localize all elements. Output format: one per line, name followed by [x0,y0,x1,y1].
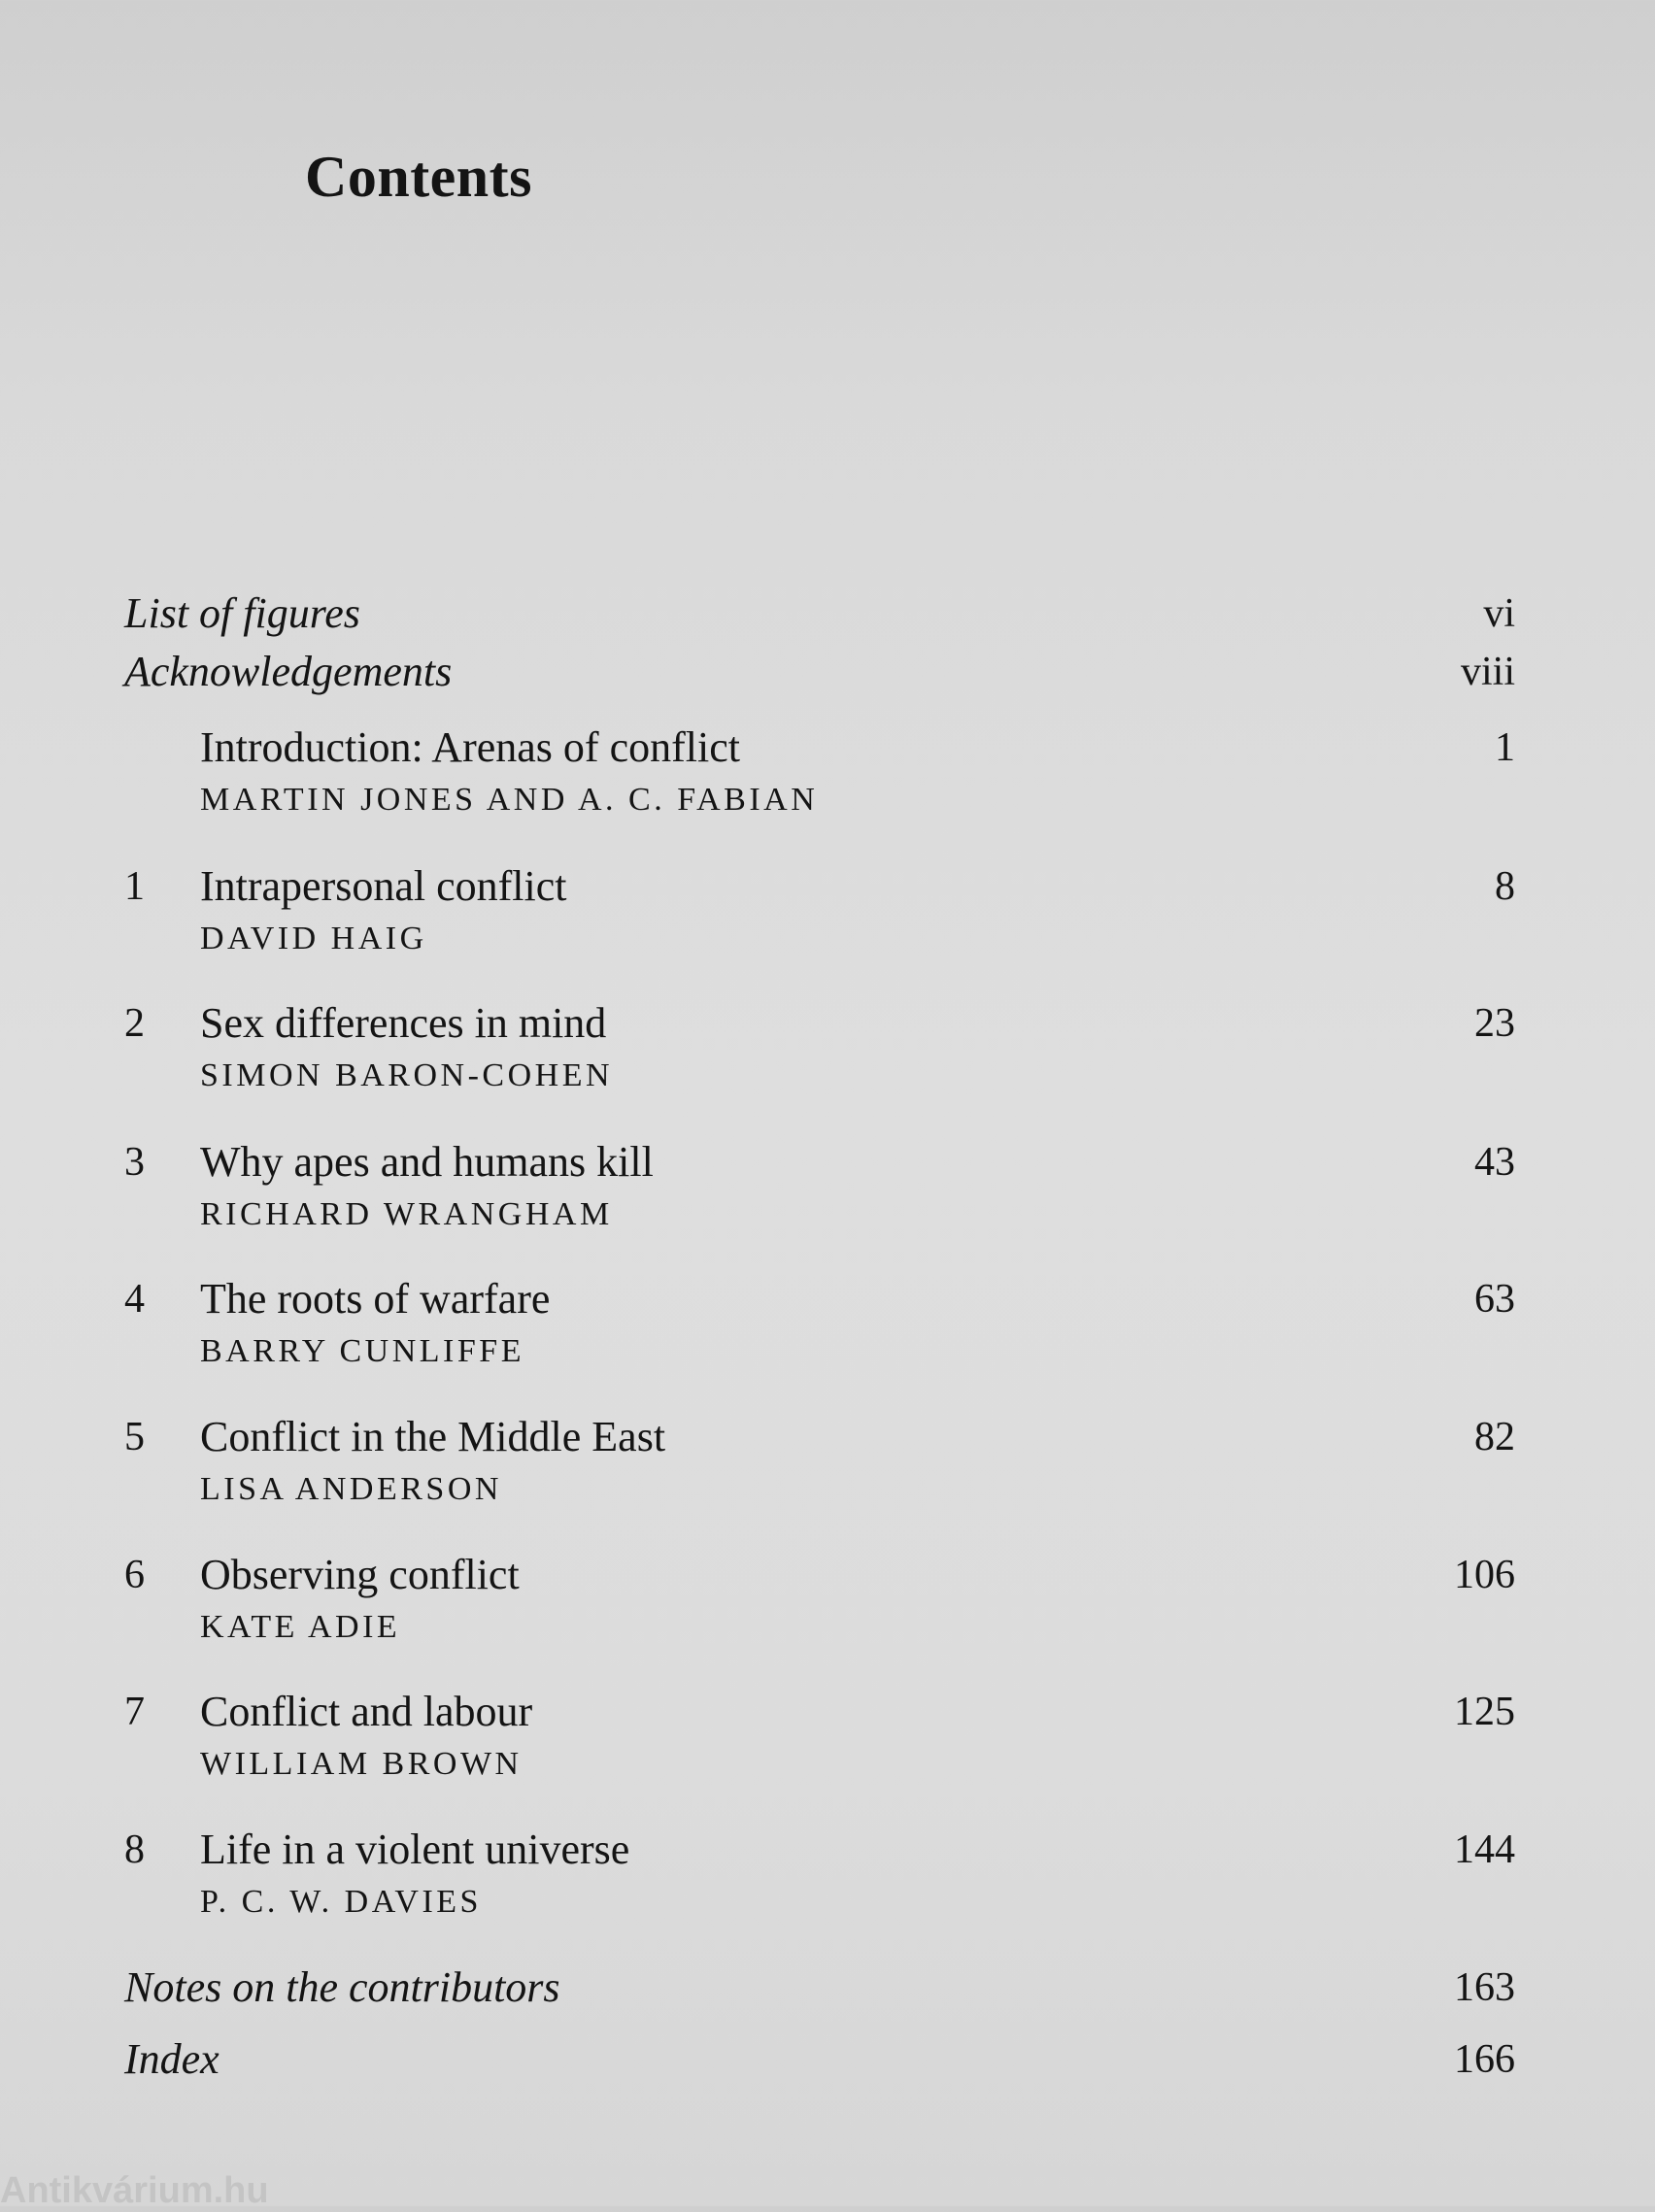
chapter-author: RICHARD WRANGHAM [200,1196,613,1232]
chapter-entry [124,1683,1515,1782]
chapter-title: Observing conflict [200,1551,520,1598]
chapter-number: 7 [124,1690,145,1734]
chapter-title: The roots of warfare [200,1275,551,1323]
chapter-author: MARTIN JONES AND A. C. FABIAN [200,782,819,818]
chapter-number: 3 [124,1140,145,1185]
back-matter-entry [124,1959,1515,2017]
entry-page-number: 166 [1454,2037,1515,2082]
chapter-title: Conflict in the Middle East [200,1413,666,1460]
chapter-title: Life in a violent universe [200,1826,630,1873]
chapter-entry [124,1408,1515,1507]
chapter-entry [124,1546,1515,1645]
chapter-page-number: 82 [1474,1415,1515,1459]
chapter-page-number: 43 [1474,1140,1515,1185]
entry-label: Index [124,2035,220,2083]
page-title: Contents [305,145,533,209]
chapter-title: Intrapersonal conflict [200,862,567,910]
front-matter-entry [124,643,1515,701]
chapter-page-number: 8 [1495,864,1515,909]
chapter-entry [124,1270,1515,1369]
chapter-author: LISA ANDERSON [200,1471,502,1507]
chapter-author: WILLIAM BROWN [200,1746,523,1782]
chapter-page-number: 63 [1474,1277,1515,1322]
entry-page-number: vi [1483,591,1515,636]
chapter-entry [124,1133,1515,1232]
entry-label: Notes on the contributors [124,1963,560,2011]
chapter-page-number: 106 [1454,1553,1515,1597]
chapter-entry [124,1821,1515,1920]
chapter-author: DAVID HAIG [200,921,427,956]
chapter-entry [124,857,1515,956]
chapter-title: Introduction: Arenas of conflict [200,723,740,771]
chapter-author: P. C. W. DAVIES [200,1884,482,1920]
chapter-author: SIMON BARON-COHEN [200,1057,614,1093]
entry-page-number: viii [1460,650,1515,694]
chapter-number: 4 [124,1277,145,1322]
chapter-author: BARRY CUNLIFFE [200,1333,524,1369]
chapter-number: 8 [124,1827,145,1872]
chapter-page-number: 125 [1454,1690,1515,1734]
watermark: Antikvárium.hu [0,2170,269,2211]
chapter-entry [124,719,1515,818]
chapter-number: 2 [124,1001,145,1046]
chapter-author: KATE ADIE [200,1609,401,1645]
entry-page-number: 163 [1454,1965,1515,2010]
entry-label: List of figures [124,589,360,637]
back-matter-entry [124,2030,1515,2089]
chapter-number: 6 [124,1553,145,1597]
chapter-entry [124,994,1515,1093]
chapter-number: 5 [124,1415,145,1459]
chapter-number: 1 [124,864,145,909]
entry-label: Acknowledgements [124,648,453,695]
chapter-page-number: 23 [1474,1001,1515,1046]
chapter-title: Why apes and humans kill [200,1138,654,1186]
chapter-page-number: 144 [1454,1827,1515,1872]
chapter-page-number: 1 [1495,725,1515,770]
chapter-title: Conflict and labour [200,1688,533,1735]
front-matter-entry [124,585,1515,643]
chapter-title: Sex differences in mind [200,999,607,1047]
